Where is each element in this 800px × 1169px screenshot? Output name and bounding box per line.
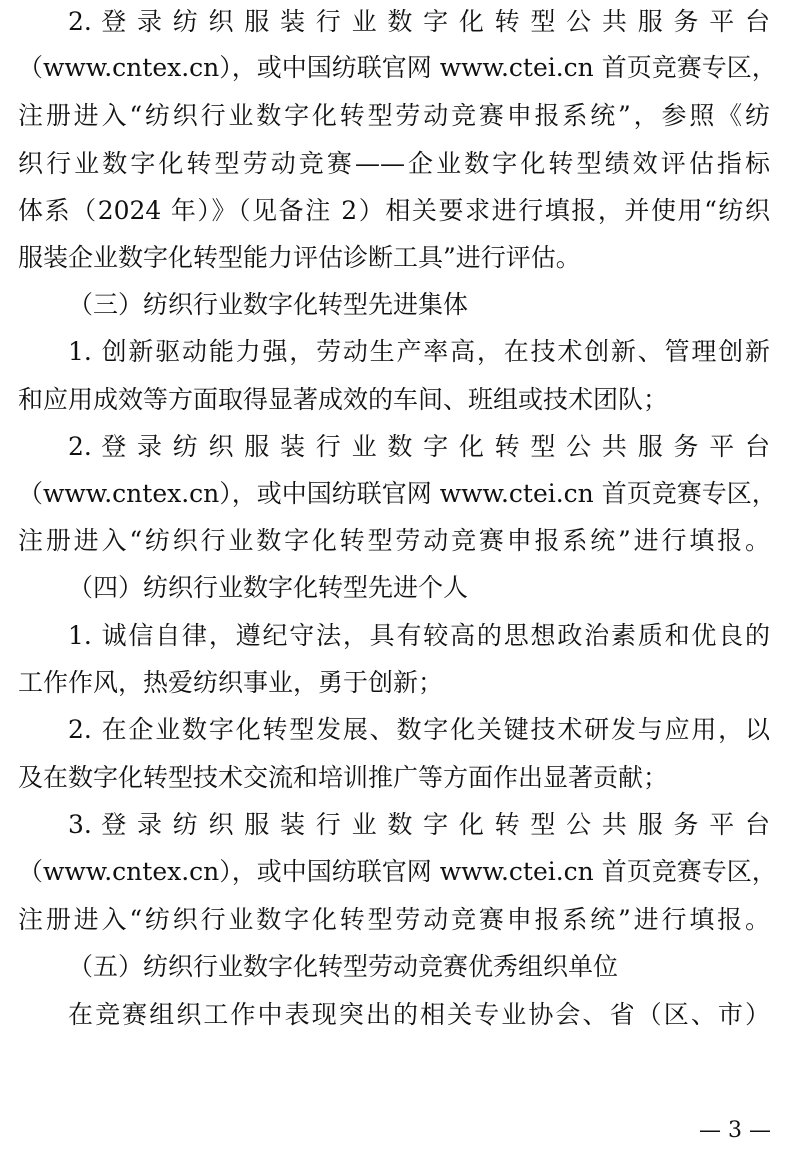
para-line: 3. 登 录 纺 织 服 装 行 业 数 字 化 转 型 公 共 服 务 平 台	[68, 810, 770, 839]
para-line: 1. 诚信自律，遵纪守法，具有较高的思想政治素质和优良的	[68, 621, 770, 650]
para-line: 2. 登 录 纺 织 服 装 行 业 数 字 化 转 型 公 共 服 务 平 台	[68, 432, 770, 461]
page-number: — 3 —	[699, 1118, 771, 1143]
para-line: 和应用成效等方面取得显著成效的车间、班组或技术团队；	[18, 385, 669, 414]
para-line: 织行业数字化转型劳动竞赛——企业数字化转型绩效评估指标	[18, 149, 770, 178]
para-line: 2. 在企业数字化转型发展、数字化关键技术研发与应用，以	[68, 715, 770, 744]
section-heading: （四）纺织行业数字化转型先进个人	[68, 573, 469, 602]
para-line: 工作作风，热爱纺织事业，勇于创新；	[18, 668, 444, 697]
para-line: 1. 创新驱动能力强，劳动生产率高，在技术创新、管理创新	[68, 337, 770, 366]
para-line: 注册进入“纺织行业数字化转型劳动竞赛申报系统”，参照《纺	[18, 101, 770, 130]
section-heading: （三）纺织行业数字化转型先进集体	[68, 290, 469, 319]
para-line: 注册进入“纺织行业数字化转型劳动竞赛申报系统”进行填报。	[18, 526, 770, 555]
para-line: （www.cntex.cn），或中国纺联官网 www.ctei.cn 首页竞赛专区，	[18, 479, 777, 508]
para-line: 2. 登 录 纺 织 服 装 行 业 数 字 化 转 型 公 共 服 务 平 台	[68, 7, 770, 36]
para-line: （www.cntex.cn），或中国纺联官网 www.ctei.cn 首页竞赛专区，	[18, 53, 777, 82]
para-line: 体系（2024 年）》（见备注 2）相关要求进行填报，并使用“纺织	[18, 196, 770, 225]
para-line: 在竞赛组织工作中表现突出的相关专业协会、省（区、市）	[68, 1000, 770, 1029]
para-line: 注册进入“纺织行业数字化转型劳动竞赛申报系统”进行填报。	[18, 905, 770, 934]
para-line: 服装企业数字化转型能力评估诊断工具”进行评估。	[18, 243, 581, 272]
para-line: 及在数字化转型技术交流和培训推广等方面作出显著贡献；	[18, 763, 669, 792]
section-heading: （五）纺织行业数字化转型劳动竞赛优秀组织单位	[68, 952, 619, 981]
para-line: （www.cntex.cn），或中国纺联官网 www.ctei.cn 首页竞赛专区，	[18, 857, 777, 886]
